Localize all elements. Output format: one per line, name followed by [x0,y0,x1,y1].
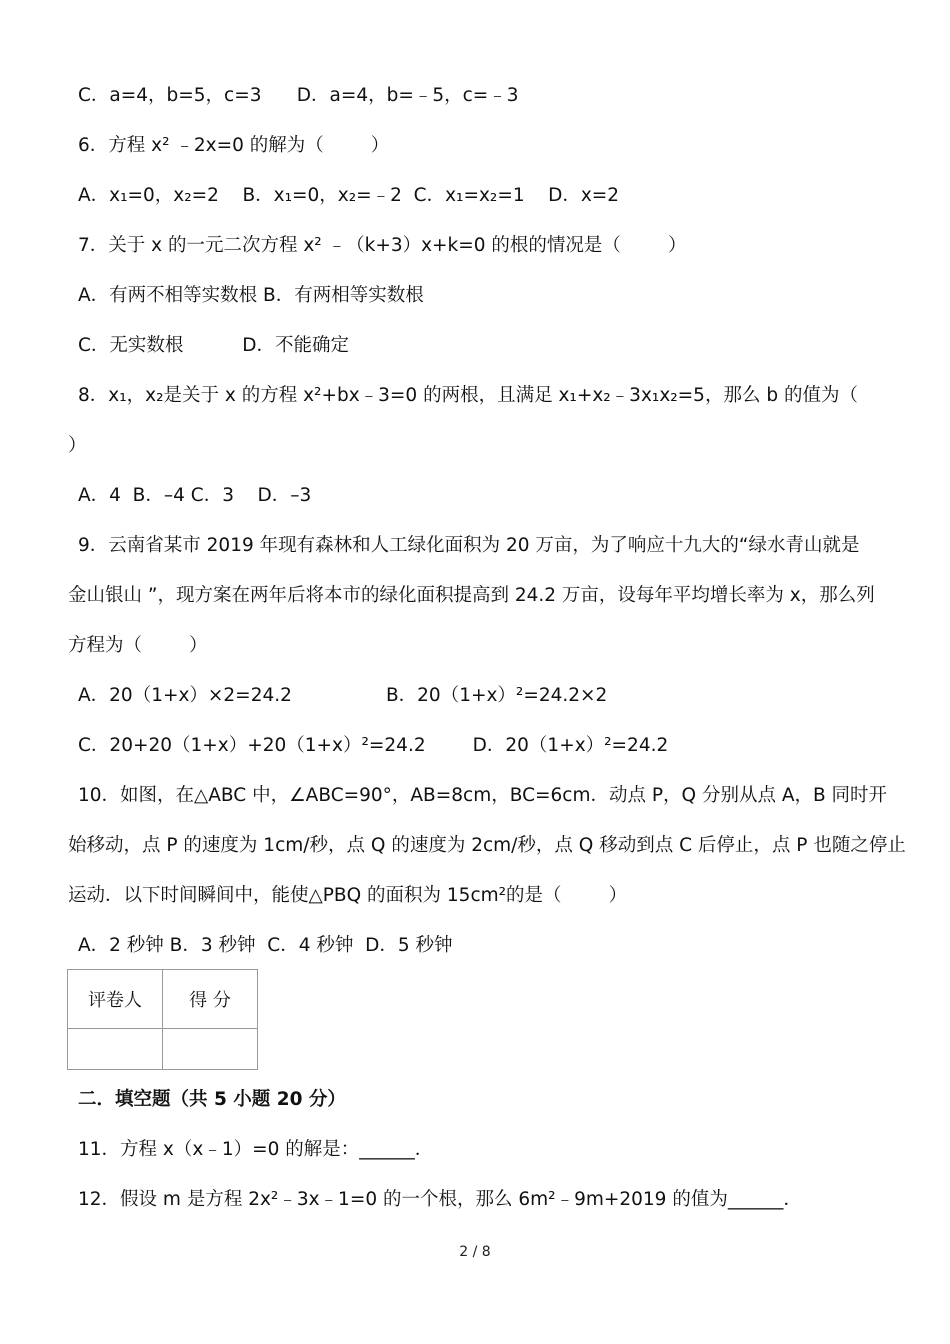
text-segment: 7．关于 x 的一元二次方程 x² ﹣（k+3）x+k=0 的根的情况是（ ） [78,235,687,256]
text-line [68,634,208,658]
text-line [78,1188,802,1212]
text-segment: 11．方程 x（x﹣1）=0 的解是：______． [78,1139,434,1160]
text-segment: A．4 B．–4 C．3 D．–3 [78,485,312,506]
score-table [67,969,258,1070]
text-segment: C．无实数根 D．不能确定 [78,335,349,356]
text-segment: A．有两不相等实数根 B．有两相等实数根 [78,285,424,306]
text-segment: 6．方程 x² ﹣2x=0 的解为（ ） [78,135,390,156]
text-line [78,284,424,308]
text-line [78,484,311,508]
text-line [68,834,906,858]
text-line [78,934,453,958]
text-line [78,684,607,708]
grader-cell[interactable] [68,1029,163,1070]
text-line [78,84,519,108]
text-segment: 二．填空题（共 5 小题 20 分） [78,1089,346,1110]
text-segment: C．a=4，b=5，c=3 D．a=4，b=﹣5，c=﹣3 [78,85,519,106]
text-segment: 9．云南省某市 2019 年现有森林和人工绿化面积为 20 万亩，为了响应十九大的“绿水青山就是 [78,535,860,556]
text-line [78,1088,346,1112]
text-line [68,584,875,608]
text-segment: 始移动，点 P 的速度为 1cm/秒，点 Q 的速度为 2cm/秒，点 Q 移动到点 C 后停止，点 P 也随之停止 [68,835,906,856]
score-cell[interactable] [163,1029,258,1070]
text-line [68,884,627,908]
text-segment: 金山银山 ”，现方案在两年后将本市的绿化面积提高到 24.2 万亩，设每年平均增长率为 x，那么列 [68,585,875,606]
text-segment: A．x₁=0，x₂=2 B．x₁=0，x₂=﹣2 C．x₁=x₂=1 D．x=2 [78,185,620,206]
grader-header: 评卷人 [68,970,163,1029]
text-segment: 12．假设 m 是方程 2x²﹣3x﹣1=0 的一个根，那么 6m²﹣9m+2019 的值为______． [78,1189,802,1210]
page-number: 2 / 8 [459,1244,491,1260]
text-segment: 运动．以下时间瞬间中，能使△PBQ 的面积为 15cm²的是（ ） [68,885,628,906]
text-line [78,534,860,558]
text-segment: 10．如图，在△ABC 中，∠ABC=90°，AB=8cm，BC=6cm．动点 P，Q 分别从点 A，B 同时开 [78,785,888,806]
text-segment: A．2 秒钟 B．3 秒钟 C．4 秒钟 D．5 秒钟 [78,935,453,956]
score-header: 得 分 [163,970,258,1029]
text-line [78,734,668,758]
text-line [78,384,858,408]
text-line [78,234,686,258]
text-segment: 方程为（ ） [68,635,208,656]
text-segment: ） [68,435,87,456]
text-segment: 8．x₁，x₂是关于 x 的方程 x²+bx﹣3=0 的两根，且满足 x₁+x₂﹣3x₁x₂=5，那么 b 的值为（ [78,385,858,406]
text-line [78,1138,433,1162]
text-line [78,184,619,208]
text-segment: A．20（1+x）×2=24.2 B．20（1+x）²=24.2×2 [78,685,608,706]
text-line [78,134,389,158]
text-line [78,784,887,808]
text-line [78,334,349,358]
text-line [68,434,87,458]
text-segment: C．20+20（1+x）+20（1+x）²=24.2 D．20（1+x）²=24.2 [78,735,669,756]
